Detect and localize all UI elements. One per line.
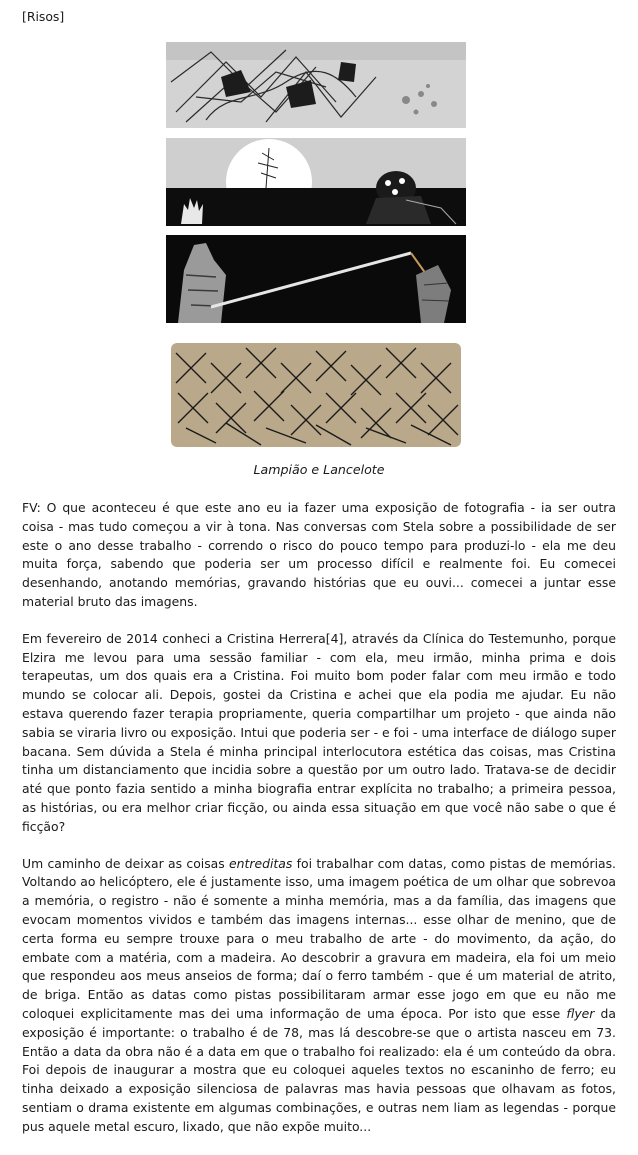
paragraph-1: FV: O que aconteceu é que este ano eu ia fazer uma exposição de fotografia - ia ser outra coisa - mas tudo começou a vir à tona. Nas conversas com Stela sobre a possibilidade de ser este o ano desse trabalho - correndo o risco do pouco tempo para produzi-lo - ela me deu muita força, sabendo que poderia ser um processo difícil e realmente foi. Eu comecei desenhando, anotando memórias, gravando histórias que eu ouvi... comecei a juntar esse material bruto das imagens. <box>22 500 616 609</box>
paragraph-2-start: Em fevereiro de 2014 conheci a Cristina Herrera <box>22 630 326 646</box>
artwork-panel-3 <box>166 235 466 323</box>
footnote-link-4[interactable]: [4] <box>325 630 344 646</box>
artwork-figure <box>166 42 466 457</box>
paragraph-3-part-a: Um caminho de deixar as coisas <box>22 855 230 871</box>
artwork-panel-4 <box>166 333 466 457</box>
artwork-panel-2 <box>166 138 466 226</box>
article-body <box>22 499 616 1155</box>
paragraph-3-part-c: da exposição é importante: o trabalho é de 78, mas lá descobre-se que o artista nasceu em 73. Então a data da obra não é a data em que o trabalho foi realizado: ela é um conteúdo da obra. Foi depois de inaugurar a mostra que eu coloquei aqueles textos no escaninho de ferro; eu tinha deixado a exposição silenciosa de palavras mas havia pessoas que olhavam as fotos, sentiam o drama existente em algumas combinações, e outras nem liam as legendas - porque pus aquele metal escuro, lixado, que não expõe muito... <box>22 1005 616 1134</box>
paragraph-3-part-b: foi trabalhar com datas, como pistas de memórias. Voltando ao helicóptero, ele é justamente isso, uma imagem poética de um olhar que sobrevoa a memória, o registro - não é somente a minha memória, mas a da família, das imagens que evocam momentos vividos e também das imagens internas... esse olhar de menino, que de certa forma eu sempre trouxe para o meu trabalho de arte - do movimento, da ação, do embate com a matéria, com a madeira. Ao descobrir a gravura em madeira, ela foi um meio que respondeu aos meus anseios de forma; daí o ferro também - que é um material de atrito, de briga. Então as datas como pistas possibilitaram armar esse jogo em que eu não me coloquei explicitamente mas dei uma informação de uma época. Por isto que esse <box>22 855 616 1021</box>
paragraph-2 <box>22 630 616 837</box>
emphasis-entreditas: entreditas <box>229 855 293 871</box>
paragraph-2-rest: , através da Clínica do Testemunho, porque Elzira me levou para uma sessão familiar - com ela, meu irmão, minha prima e dois terapeutas, um dos quais era a Cristina. Foi muito bom poder falar com meu irmão e todo mundo se colocar ali. Depois, gostei da Cristina e achei que ela podia me ajudar. Eu não estava querendo fazer terapia propriamente, queria compartilhar um projeto - que ainda não sabia se viraria livro ou exposição. Intui que poderia ser - e foi - uma interface de diálogo super bacana. Sem dúvida a Stela é minha principal interlocutora estética das coisas, mas Cristina tinha um distanciamento que incidia sobre a questão por um outro lado. Tratava-se de decidir até que ponto fazia sentido a minha biografia entrar explícita no trabalho; a primeira pessoa, as histórias, ou era melhor criar ficção, ou ainda essa situação em que você não sabe o que é ficção? <box>22 630 616 834</box>
laughter-note: [Risos] <box>22 9 65 24</box>
artwork-panel-1 <box>166 42 466 128</box>
paragraph-3 <box>22 855 616 1137</box>
figure-caption: Lampião e Lancelote <box>253 462 385 477</box>
emphasis-flyer: flyer <box>566 1005 595 1021</box>
